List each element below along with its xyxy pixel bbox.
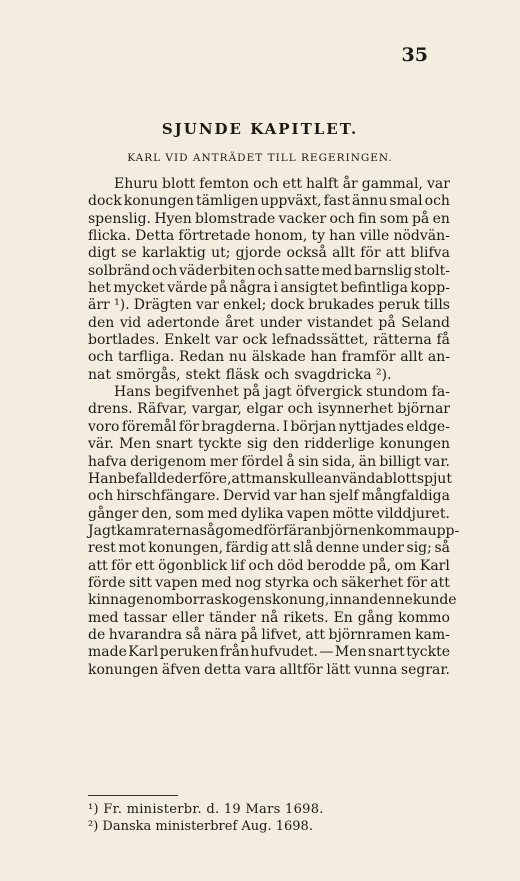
text-line <box>88 263 450 280</box>
word: drens. <box>88 401 133 418</box>
word: vapen <box>286 505 330 522</box>
word: med <box>207 505 238 522</box>
word: skulle <box>281 470 324 487</box>
text-line <box>88 384 450 401</box>
word: innan <box>329 592 370 609</box>
word: så <box>185 626 202 643</box>
word: han <box>329 228 356 245</box>
word: rest <box>88 540 116 557</box>
word: dock <box>270 297 305 314</box>
word: spjut <box>416 470 452 487</box>
word: för <box>178 418 200 435</box>
word: allt <box>332 245 355 262</box>
word: att <box>385 245 406 262</box>
text-line <box>88 471 450 488</box>
word: allt <box>400 349 424 366</box>
word: på <box>242 384 261 401</box>
word: sitt <box>128 574 152 591</box>
word: hirschfängare. <box>116 488 220 505</box>
word: och <box>312 574 338 591</box>
word: vär. <box>88 436 114 453</box>
footnote-2: ²) Danska ministerbref Aug. 1698. <box>88 819 313 834</box>
word: gjorde <box>235 245 282 262</box>
chapter-title: SJUNDE KAPITLET. <box>161 120 359 138</box>
word: fa- <box>431 384 450 401</box>
word: Seland <box>401 314 450 331</box>
word: halft <box>306 176 339 192</box>
word: Karl <box>128 644 159 661</box>
word: lifvet, <box>261 626 302 643</box>
text-line <box>88 211 450 228</box>
word: flicka. <box>88 228 131 245</box>
word: Hans <box>114 384 151 401</box>
word: smal <box>389 193 423 210</box>
word: nyttjades <box>338 418 404 435</box>
word: man <box>251 470 282 487</box>
word: var <box>196 297 219 314</box>
word: att <box>305 626 325 643</box>
word: Enkelt <box>164 332 211 349</box>
word: ansigtet <box>280 280 338 297</box>
word: att <box>231 470 252 487</box>
word: billigt <box>379 453 421 470</box>
word: säkerhet <box>341 574 404 591</box>
word: några <box>229 280 272 297</box>
word: början <box>290 418 337 435</box>
word: bragderna. <box>201 418 281 435</box>
word: den <box>272 436 300 453</box>
word: och <box>287 401 313 418</box>
text-line <box>88 349 450 366</box>
word: ärr ¹). <box>88 297 130 314</box>
word: nödvän- <box>393 228 450 245</box>
word: ridderlige <box>304 436 375 453</box>
word: karlaktig <box>141 245 206 262</box>
word: vapen <box>155 574 198 591</box>
word: Men <box>334 644 367 661</box>
word: för <box>360 245 381 262</box>
chapter-subtitle: KARL VID ANTRÄDET TILL REGERINGEN. <box>127 152 393 164</box>
word: på <box>411 210 430 227</box>
word: svagdricka ²). <box>294 366 392 383</box>
text-line <box>88 454 450 471</box>
word: eller <box>171 609 205 626</box>
word: upp- <box>427 522 460 539</box>
word: hafva <box>88 453 127 470</box>
word: snart <box>367 644 405 661</box>
word: hvarandra <box>108 626 183 643</box>
word: kommo <box>398 609 450 626</box>
word: att <box>430 574 450 591</box>
word: femton <box>199 176 250 192</box>
word: sågo <box>199 522 233 539</box>
word: Hyen <box>154 210 192 227</box>
word: brukades <box>308 297 375 314</box>
word: konung, <box>271 592 330 609</box>
word: derföre, <box>174 470 232 487</box>
word: väderbiten <box>179 262 256 279</box>
word: björnen <box>321 522 376 539</box>
word: hufvudet. <box>250 644 319 661</box>
word: an- <box>427 349 450 366</box>
word: med <box>232 522 264 539</box>
word: se <box>121 245 137 262</box>
footnotes <box>88 801 450 835</box>
word: skogens <box>214 592 272 609</box>
word: och <box>264 366 290 383</box>
word: på, <box>369 557 392 574</box>
word: dock <box>88 193 122 210</box>
word: ett <box>282 176 302 192</box>
word: genomborra <box>127 592 215 609</box>
word: Räfvar, <box>137 401 188 418</box>
text-line <box>88 522 460 540</box>
text-line <box>88 297 450 314</box>
word: i <box>273 280 278 297</box>
word: och <box>257 262 283 279</box>
word: han <box>299 488 326 505</box>
word: Dervid <box>222 488 271 505</box>
word: björnar <box>397 401 450 418</box>
text-line <box>88 193 450 210</box>
text-line <box>88 558 450 575</box>
word: lefnadssättet, <box>271 332 369 349</box>
word: å <box>286 453 295 470</box>
word: barnslig <box>353 262 413 279</box>
word: lätt <box>326 661 351 678</box>
word: de <box>88 626 106 643</box>
text-line <box>88 644 450 661</box>
text-line <box>88 627 450 644</box>
word: digt <box>88 245 117 262</box>
word: ty <box>311 228 325 245</box>
word: att <box>270 540 291 557</box>
word: tämligen <box>195 193 259 210</box>
word: segrar. <box>400 661 450 678</box>
word: jagt <box>264 384 292 401</box>
word: vargar, <box>191 401 242 418</box>
word: En <box>333 609 353 626</box>
word: sig; <box>406 540 432 557</box>
word: befallde <box>117 470 175 487</box>
word: gånger <box>88 505 139 522</box>
word: blomstrade <box>195 210 276 227</box>
text-line <box>88 401 450 418</box>
word: stekt <box>185 366 221 383</box>
word: mötte <box>332 505 374 522</box>
word: nu <box>228 349 247 366</box>
text-line <box>88 488 450 505</box>
word: än <box>358 453 377 470</box>
word: med <box>88 609 119 626</box>
word: berodde <box>307 557 366 574</box>
word: Han <box>88 470 118 487</box>
word: och <box>248 557 274 574</box>
word: med <box>321 262 353 279</box>
word: älskade <box>251 349 306 366</box>
word: ännu <box>351 193 388 210</box>
word: kunde <box>412 592 457 609</box>
word: kam- <box>415 626 450 643</box>
word: ville <box>359 228 390 245</box>
word: tassar <box>123 609 167 626</box>
word: Detta <box>135 228 175 245</box>
word: Ehuru <box>114 176 158 192</box>
word: made <box>88 644 127 661</box>
word: på <box>378 314 396 331</box>
word: sin <box>298 453 319 470</box>
word: peruken <box>159 644 219 661</box>
text-line <box>88 176 450 193</box>
word: året <box>225 314 255 331</box>
word: han <box>310 349 337 366</box>
word: vistandet <box>307 314 373 331</box>
word: för <box>406 574 427 591</box>
word: mycket <box>113 280 165 297</box>
word: under <box>259 314 302 331</box>
word: Karl <box>419 557 450 574</box>
word: som <box>379 210 409 227</box>
word: vara <box>244 661 276 678</box>
word: gång <box>357 609 394 626</box>
text-line <box>88 575 450 592</box>
word: fin <box>358 210 377 227</box>
word: förde <box>88 574 126 591</box>
word: tyckte <box>406 644 450 661</box>
word: vacker <box>278 210 327 227</box>
word: och <box>151 262 178 279</box>
word: — <box>319 644 334 661</box>
word: och <box>88 488 114 505</box>
word: Men <box>119 436 151 453</box>
word: solbränd <box>88 262 151 279</box>
word: förtretade <box>178 228 251 245</box>
text-line <box>88 540 450 557</box>
word: den <box>88 314 115 331</box>
word: lif <box>230 557 245 574</box>
word: björnramen <box>328 626 412 643</box>
word: var <box>214 332 238 349</box>
word: framför <box>341 349 396 366</box>
word: och <box>253 176 279 192</box>
word: bortlades. <box>88 332 160 349</box>
word: begifvenhet <box>154 384 239 401</box>
word: kinna <box>88 592 128 609</box>
word: också <box>286 245 327 262</box>
word: tills <box>423 297 450 314</box>
page-number: 35 <box>401 44 428 66</box>
text-line <box>88 280 450 297</box>
word: på <box>209 280 228 297</box>
word: sjelf <box>329 488 359 505</box>
word: var. <box>424 453 450 470</box>
word: peruk <box>378 297 420 314</box>
word: blott <box>383 470 417 487</box>
text-line <box>88 315 450 332</box>
word: uppväxt, <box>260 193 322 210</box>
word: ock <box>242 332 268 349</box>
word: befintliga <box>340 280 408 297</box>
word: var <box>273 488 297 505</box>
footnote-1: ¹) Fr. ministerbr. d. 19 Mars 1698. <box>88 802 324 817</box>
word: stundom <box>366 384 428 401</box>
word: snart <box>155 436 193 453</box>
word: het <box>88 280 111 297</box>
text-line <box>88 610 450 627</box>
word: Redan <box>179 349 225 366</box>
word: fast <box>323 193 350 210</box>
word: derigenom <box>130 453 207 470</box>
text-line <box>88 367 450 384</box>
word: denne <box>315 540 360 557</box>
word: konungen <box>123 193 194 210</box>
word: Drägten <box>133 297 192 314</box>
word: adertonde <box>146 314 220 331</box>
word: ett <box>135 557 155 574</box>
word: död <box>277 557 304 574</box>
word: denne <box>369 592 413 609</box>
word: smörgås, <box>116 366 181 383</box>
word: konungen, <box>148 540 224 557</box>
word: satte <box>284 262 320 279</box>
text-line <box>88 419 450 436</box>
word: alltför <box>279 661 323 678</box>
word: blott <box>162 176 196 192</box>
word: ut; <box>211 245 231 262</box>
word: föremål <box>121 418 177 435</box>
text-line <box>88 662 450 679</box>
word: sida, <box>322 453 356 470</box>
footnote-divider <box>88 795 178 796</box>
word: tarfliga. <box>118 349 175 366</box>
word: fördel <box>241 453 284 470</box>
text-line <box>88 436 450 453</box>
word: mot <box>118 540 146 557</box>
word: kopp- <box>410 280 450 297</box>
word: konungen <box>379 436 450 453</box>
word: tyckte <box>198 436 242 453</box>
word: vid <box>119 314 142 331</box>
word: och <box>424 193 450 210</box>
word: voro <box>88 418 120 435</box>
word: få <box>436 332 450 349</box>
word: sig <box>246 436 268 453</box>
word: som <box>175 505 205 522</box>
text-line <box>88 592 457 609</box>
word: färdig <box>225 540 269 557</box>
word: och <box>88 349 114 366</box>
word: nat <box>88 366 111 383</box>
word: den, <box>141 505 173 522</box>
word: för <box>111 557 132 574</box>
word: gammal, <box>361 176 423 192</box>
word: tänder <box>209 609 257 626</box>
word: år <box>342 176 358 192</box>
word: eldge- <box>406 418 450 435</box>
word: mångfaldiga <box>361 488 450 505</box>
word: på <box>240 626 258 643</box>
text-line <box>88 228 450 245</box>
word: nära <box>204 626 238 643</box>
word: vilddjuret. <box>376 505 450 522</box>
text-line <box>88 245 450 262</box>
word: ögonblick <box>158 557 228 574</box>
word: I <box>282 418 289 435</box>
word: med <box>201 574 232 591</box>
word: blifva <box>410 245 450 262</box>
word: elgar <box>246 401 284 418</box>
text-line <box>88 332 450 349</box>
word: Jagtkamraterna <box>88 522 200 539</box>
body-text <box>88 176 460 679</box>
word: honom, <box>254 228 308 245</box>
word: äfven <box>161 661 201 678</box>
word: mer <box>209 453 238 470</box>
word: om <box>394 557 417 574</box>
word: från <box>219 644 250 661</box>
word: komma <box>375 522 428 539</box>
word: nog <box>235 574 262 591</box>
word: fläsk <box>225 366 260 383</box>
word: använda <box>323 470 384 487</box>
word: så <box>434 540 450 557</box>
word: stolt- <box>413 262 450 279</box>
word: isynnerhet <box>317 401 393 418</box>
word: rikets. <box>283 609 329 626</box>
word: dylika <box>240 505 284 522</box>
word: detta <box>204 661 242 678</box>
text-line <box>88 506 450 523</box>
word: var <box>426 176 450 192</box>
word: en <box>432 210 450 227</box>
word: rätterna <box>373 332 432 349</box>
word: spenslig. <box>88 210 151 227</box>
word: värde <box>167 280 208 297</box>
word: styrka <box>264 574 310 591</box>
word: vunna <box>354 661 398 678</box>
word: och <box>329 210 355 227</box>
word: förfäran <box>263 522 322 539</box>
word: öfvergick <box>295 384 363 401</box>
word: nå <box>261 609 279 626</box>
word: under <box>361 540 404 557</box>
word: konungen <box>88 661 159 678</box>
word: enkel; <box>223 297 267 314</box>
word: att <box>88 557 108 574</box>
word: slå <box>293 540 314 557</box>
